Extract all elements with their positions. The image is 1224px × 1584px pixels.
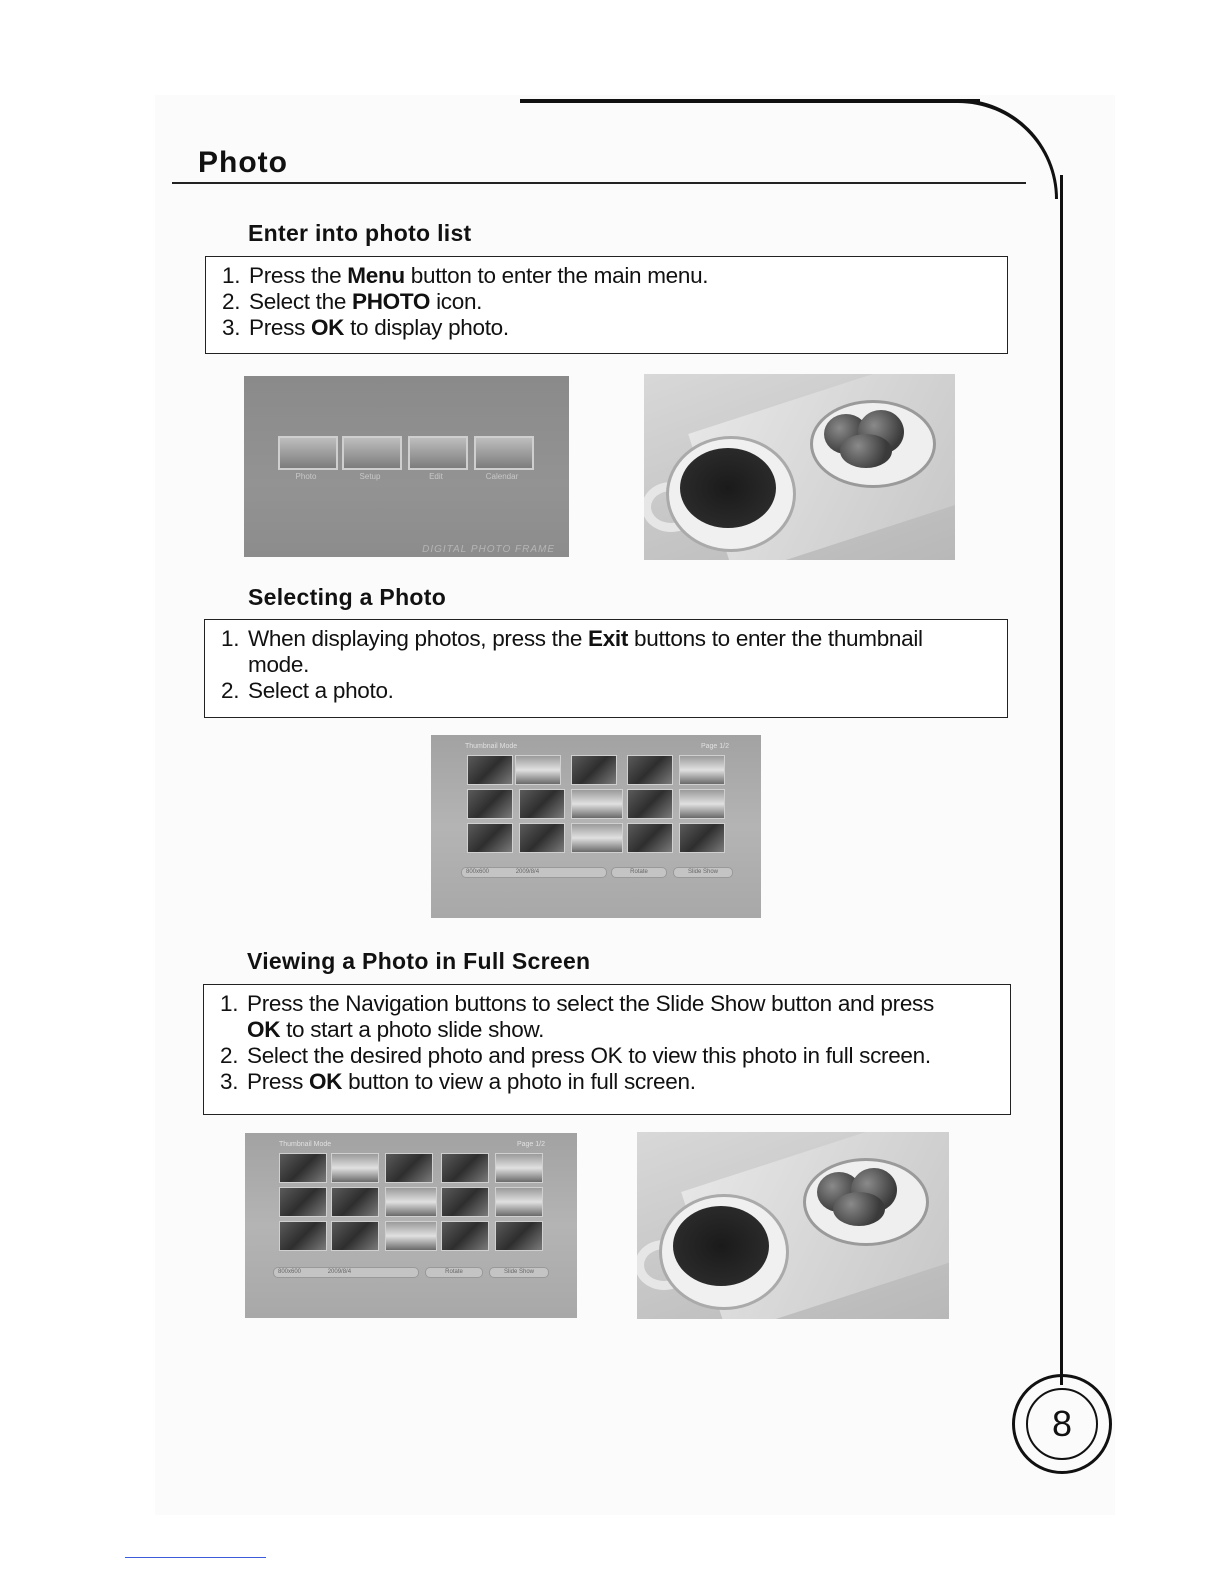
thumbnail bbox=[515, 755, 561, 785]
menu-label: Edit bbox=[429, 472, 443, 481]
section-heading-enter-photo-list: Enter into photo list bbox=[248, 220, 472, 246]
step: 2. Select the PHOTO icon. bbox=[222, 289, 483, 314]
page-title: Photo bbox=[198, 146, 288, 179]
thumbnail bbox=[679, 823, 725, 853]
steps-box-full-screen bbox=[203, 984, 1011, 1115]
section-heading-selecting-photo: Selecting a Photo bbox=[248, 584, 447, 610]
step: 1. Press the Navigation buttons to select the Slide Show button and press bbox=[220, 991, 934, 1016]
thumbnail-title: Thumbnail Mode bbox=[279, 1141, 332, 1148]
photo-icon bbox=[278, 436, 338, 470]
thumbnail bbox=[627, 755, 673, 785]
thumbnail bbox=[467, 823, 513, 853]
thumbnail bbox=[679, 789, 725, 819]
coffee-photo-image-2 bbox=[637, 1132, 949, 1319]
thumbnail bbox=[495, 1221, 543, 1251]
menu-label: Photo bbox=[295, 472, 317, 481]
step-continuation: mode. bbox=[248, 652, 310, 677]
thumbnail bbox=[519, 823, 565, 853]
thumbnail bbox=[385, 1221, 437, 1251]
thumbnail bbox=[627, 789, 673, 819]
coffee-shape bbox=[673, 1206, 769, 1286]
thumbnail-screenshot bbox=[431, 735, 761, 918]
thumbnail-page: Page 1/2 bbox=[700, 743, 729, 750]
menu-label: Calendar bbox=[485, 472, 519, 481]
thumbnail bbox=[467, 755, 513, 785]
footer-link-line bbox=[125, 1557, 266, 1558]
thumbnail bbox=[331, 1153, 379, 1183]
menu-brand-text: DIGITAL PHOTO FRAME bbox=[422, 544, 555, 555]
top-border-line bbox=[520, 99, 980, 103]
thumbnail bbox=[441, 1221, 489, 1251]
thumbnail bbox=[331, 1221, 379, 1251]
side-border-line bbox=[1060, 175, 1063, 1385]
thumbnail bbox=[279, 1187, 327, 1217]
slide-show-button[interactable]: Slide Show bbox=[673, 867, 733, 878]
coffee-shape bbox=[680, 448, 776, 528]
thumbnail-title: Thumbnail Mode bbox=[465, 743, 518, 750]
thumbnail bbox=[495, 1153, 543, 1183]
step: 1. When displaying photos, press the Exit buttons to enter the thumbnail bbox=[221, 626, 923, 651]
thumbnail bbox=[467, 789, 513, 819]
menu-label: Setup bbox=[359, 472, 381, 481]
step: 1. Press the Menu button to enter the main menu. bbox=[222, 263, 709, 288]
thumbnail-info-bar: 800x600 2009/8/4 bbox=[273, 1267, 419, 1278]
thumbnail bbox=[385, 1187, 437, 1217]
setup-icon bbox=[342, 436, 402, 470]
thumbnail-screenshot-2 bbox=[245, 1133, 577, 1318]
thumbnail bbox=[627, 823, 673, 853]
thumbnail bbox=[571, 789, 623, 819]
thumbnail bbox=[385, 1153, 433, 1183]
step-continuation: OK to start a photo slide show. bbox=[247, 1017, 545, 1042]
page-number: 8 bbox=[1026, 1388, 1098, 1460]
thumbnail bbox=[279, 1221, 327, 1251]
thumbnail bbox=[679, 755, 725, 785]
fruit-shape bbox=[840, 434, 892, 468]
thumbnail bbox=[519, 789, 565, 819]
thumbnail bbox=[441, 1187, 489, 1217]
thumbnail bbox=[279, 1153, 327, 1183]
calendar-icon bbox=[474, 436, 534, 470]
section-heading-full-screen: Viewing a Photo in Full Screen bbox=[247, 948, 591, 974]
thumbnail bbox=[571, 823, 623, 853]
slide-show-button[interactable]: Slide Show bbox=[489, 1267, 549, 1278]
step: 2. Select a photo. bbox=[221, 678, 394, 703]
fruit-shape bbox=[833, 1192, 885, 1226]
title-rule bbox=[172, 182, 1026, 184]
step: 3. Press OK to display photo. bbox=[222, 315, 509, 340]
steps-box-enter-photo-list bbox=[205, 256, 1008, 354]
step: 2. Select the desired photo and press OK to view this photo in full screen. bbox=[220, 1043, 931, 1068]
main-menu-screenshot bbox=[244, 376, 569, 557]
steps-box-selecting-photo bbox=[204, 619, 1008, 718]
rotate-button[interactable]: Rotate bbox=[611, 867, 667, 878]
thumbnail bbox=[331, 1187, 379, 1217]
edit-icon bbox=[408, 436, 468, 470]
rotate-button[interactable]: Rotate bbox=[425, 1267, 483, 1278]
thumbnail bbox=[441, 1153, 489, 1183]
thumbnail-info-bar: 800x600 2009/8/4 bbox=[461, 867, 607, 878]
coffee-photo-image bbox=[644, 374, 955, 560]
thumbnail-page: Page 1/2 bbox=[516, 1141, 545, 1148]
thumbnail bbox=[571, 755, 617, 785]
thumbnail bbox=[495, 1187, 543, 1217]
step: 3. Press OK button to view a photo in full screen. bbox=[220, 1069, 696, 1094]
